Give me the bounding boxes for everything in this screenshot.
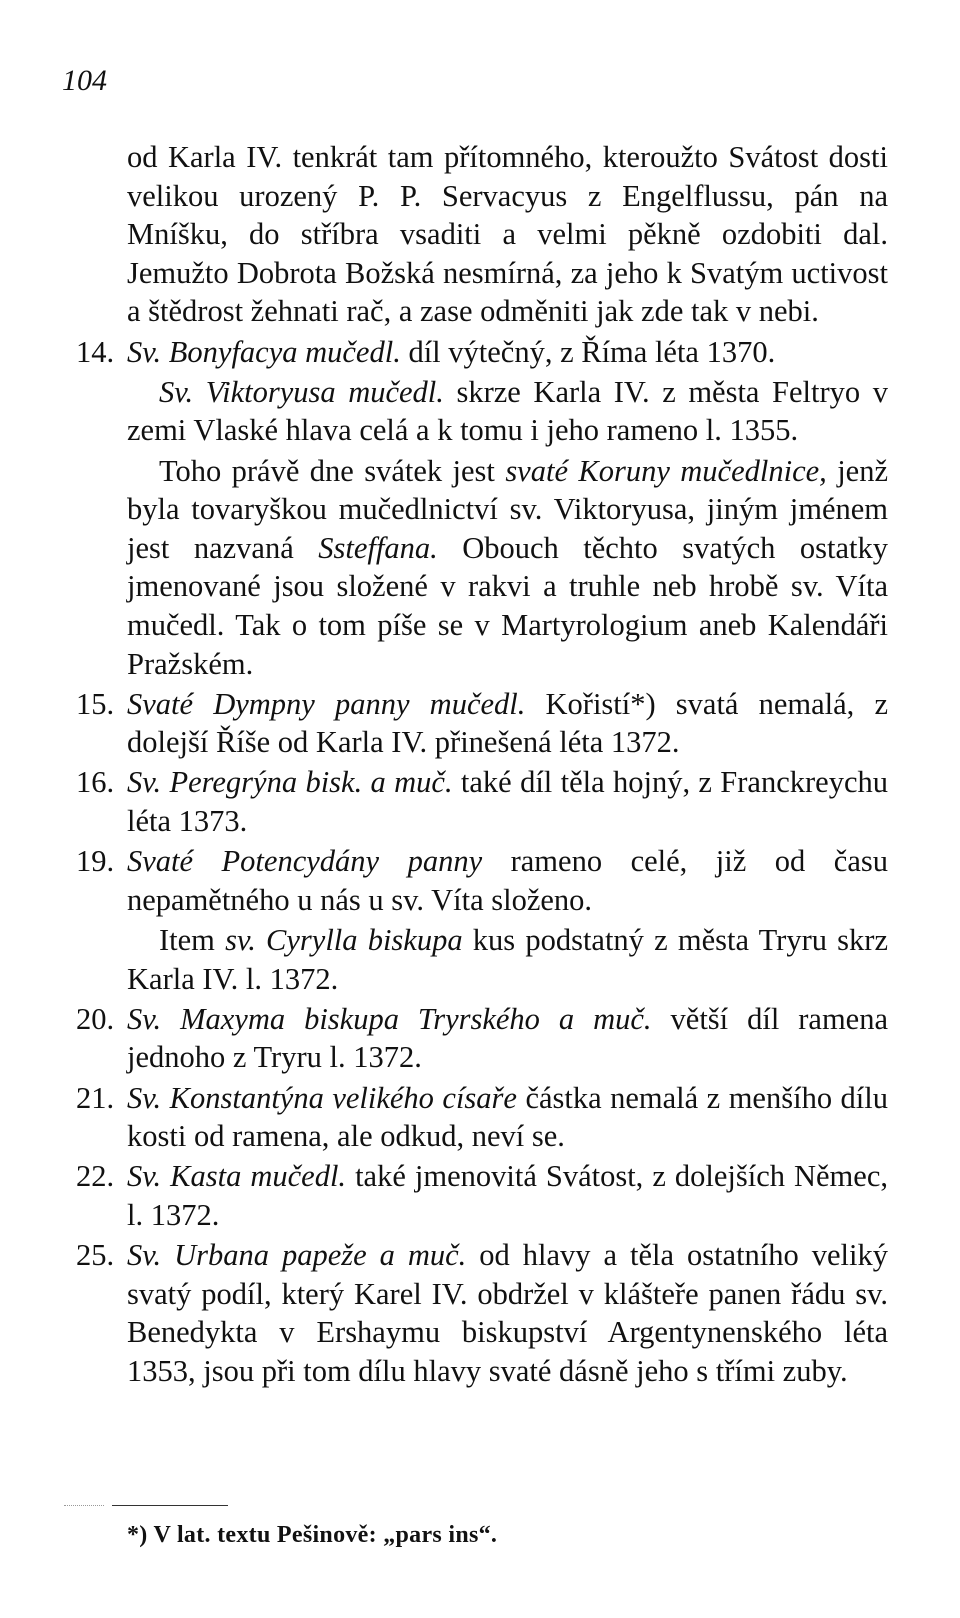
text-run: Item [159, 923, 226, 958]
saint-name-italic: Sv. Bonyfacya mučedl. [127, 334, 401, 369]
footnote: *) V lat. textu Pešinově: „pars ins“. [127, 1522, 498, 1548]
text-run: Toho právě dne svátek jest [159, 453, 506, 488]
paragraph [76, 452, 888, 684]
text-run: od hlavy a těla ostatního veliký svatý podíl, který Karel IV. obdržel v klášteře panen řádu sv. Benedykta v Ershaymu biskupství Argentynenského léta 1353, jsou při tom dílu hlavy svaté dásně jeho s třími zuby. [127, 1238, 888, 1388]
entry-number: 20. [76, 1001, 115, 1036]
text-run: díl výtečný, z Říma léta 1370. [400, 334, 776, 369]
text-run: Obouch těchto svatých ostatky jmenované jsou složené v rakvi a truhle neb hrobě sv. Víta mučedl. Tak o tom píše se v Martyrologium aneb Kalendáři Pražském. [127, 530, 888, 681]
entry-number: 15. [76, 686, 115, 721]
entry-number: 21. [76, 1080, 115, 1115]
text-run: Kořistí*) svatá nemalá, z dolejší Říše od Karla IV. přinešená léta 1372. [127, 686, 888, 760]
saint-name-italic: Ssteffana. [318, 530, 438, 565]
paragraph [76, 1000, 888, 1077]
paragraph [76, 333, 888, 372]
paragraph [76, 373, 888, 450]
entry-number: 22. [76, 1159, 115, 1194]
text-run: rameno celé, již od času nepamětného u nás u sv. Víta složeno. [127, 844, 888, 917]
saint-name-italic: Sv. Urbana papeže a muč. [127, 1238, 467, 1273]
saint-name-italic: Svaté Dympny panny mučedl. [127, 686, 526, 721]
text-run: částka nemalá z menšího dílu kosti od ramena, ale odkud, neví se. [127, 1080, 888, 1154]
paragraph [76, 1079, 888, 1156]
saint-name-italic: svaté Koruny mučedlnice, [505, 453, 827, 488]
paragraph [76, 1236, 888, 1390]
text-run: kus podstatný z města Tryru skrz Karla IV. l. 1372. [127, 923, 888, 996]
text-run: také díl těla hojný, z Franckreychu léta 1373. [127, 765, 888, 839]
saint-name-italic: Sv. Peregrýna bisk. a muč. [127, 765, 453, 800]
main-text [76, 138, 888, 1392]
saint-name-italic: Sv. Viktoryusa mučedl. [159, 374, 444, 409]
entry-number: 19. [76, 844, 115, 879]
text-run: skrze Karla IV. z města Feltryo v zemi Vlaské hlava celá a k tomu i jeho rameno l. 1355. [127, 374, 888, 448]
entry-number: 16. [76, 765, 115, 800]
footnote-divider [112, 1505, 228, 1506]
page-number: 104 [62, 64, 107, 97]
text-run: také jmenovitá Svátost, z dolejších Němec, l. 1372. [127, 1159, 888, 1232]
paragraph [76, 763, 888, 840]
entry-number: 14. [76, 334, 115, 369]
paragraph [76, 842, 888, 919]
entry-number: 25. [76, 1238, 115, 1273]
paragraph [76, 138, 888, 331]
paragraph [76, 1157, 888, 1234]
text-run: od Karla IV. tenkrát tam přítomného, kteroužto Svátost dosti velikou urozený P. P. Servacyus z Engelflussu, pán na Mníšku, do stříbra vsaditi a velmi pěkně ozdobiti dal. Jemužto Dobrota Božská nesmírná, za jeho k Svatým uctivost a štědrost žehnati rač, a zase odměniti jak zde tak v nebi. [127, 140, 888, 329]
text-run: jenž byla tovaryškou mučedlnictví sv. Viktoryusa, jiným jménem jest nazvaná [127, 453, 888, 565]
paragraph [76, 921, 888, 998]
saint-name-italic: Svaté Potencydány panny [127, 844, 483, 879]
text-run: větší díl ramena jednoho z Tryru l. 1372. [127, 1001, 889, 1075]
saint-name-italic: Sv. Maxyma biskupa Tryrského a muč. [127, 1001, 652, 1036]
saint-name-italic: sv. Cyrylla biskupa [225, 923, 463, 958]
paragraph [76, 685, 888, 762]
saint-name-italic: Sv. Konstantýna velikého císaře [127, 1080, 517, 1115]
saint-name-italic: Sv. Kasta mučedl. [127, 1159, 347, 1194]
